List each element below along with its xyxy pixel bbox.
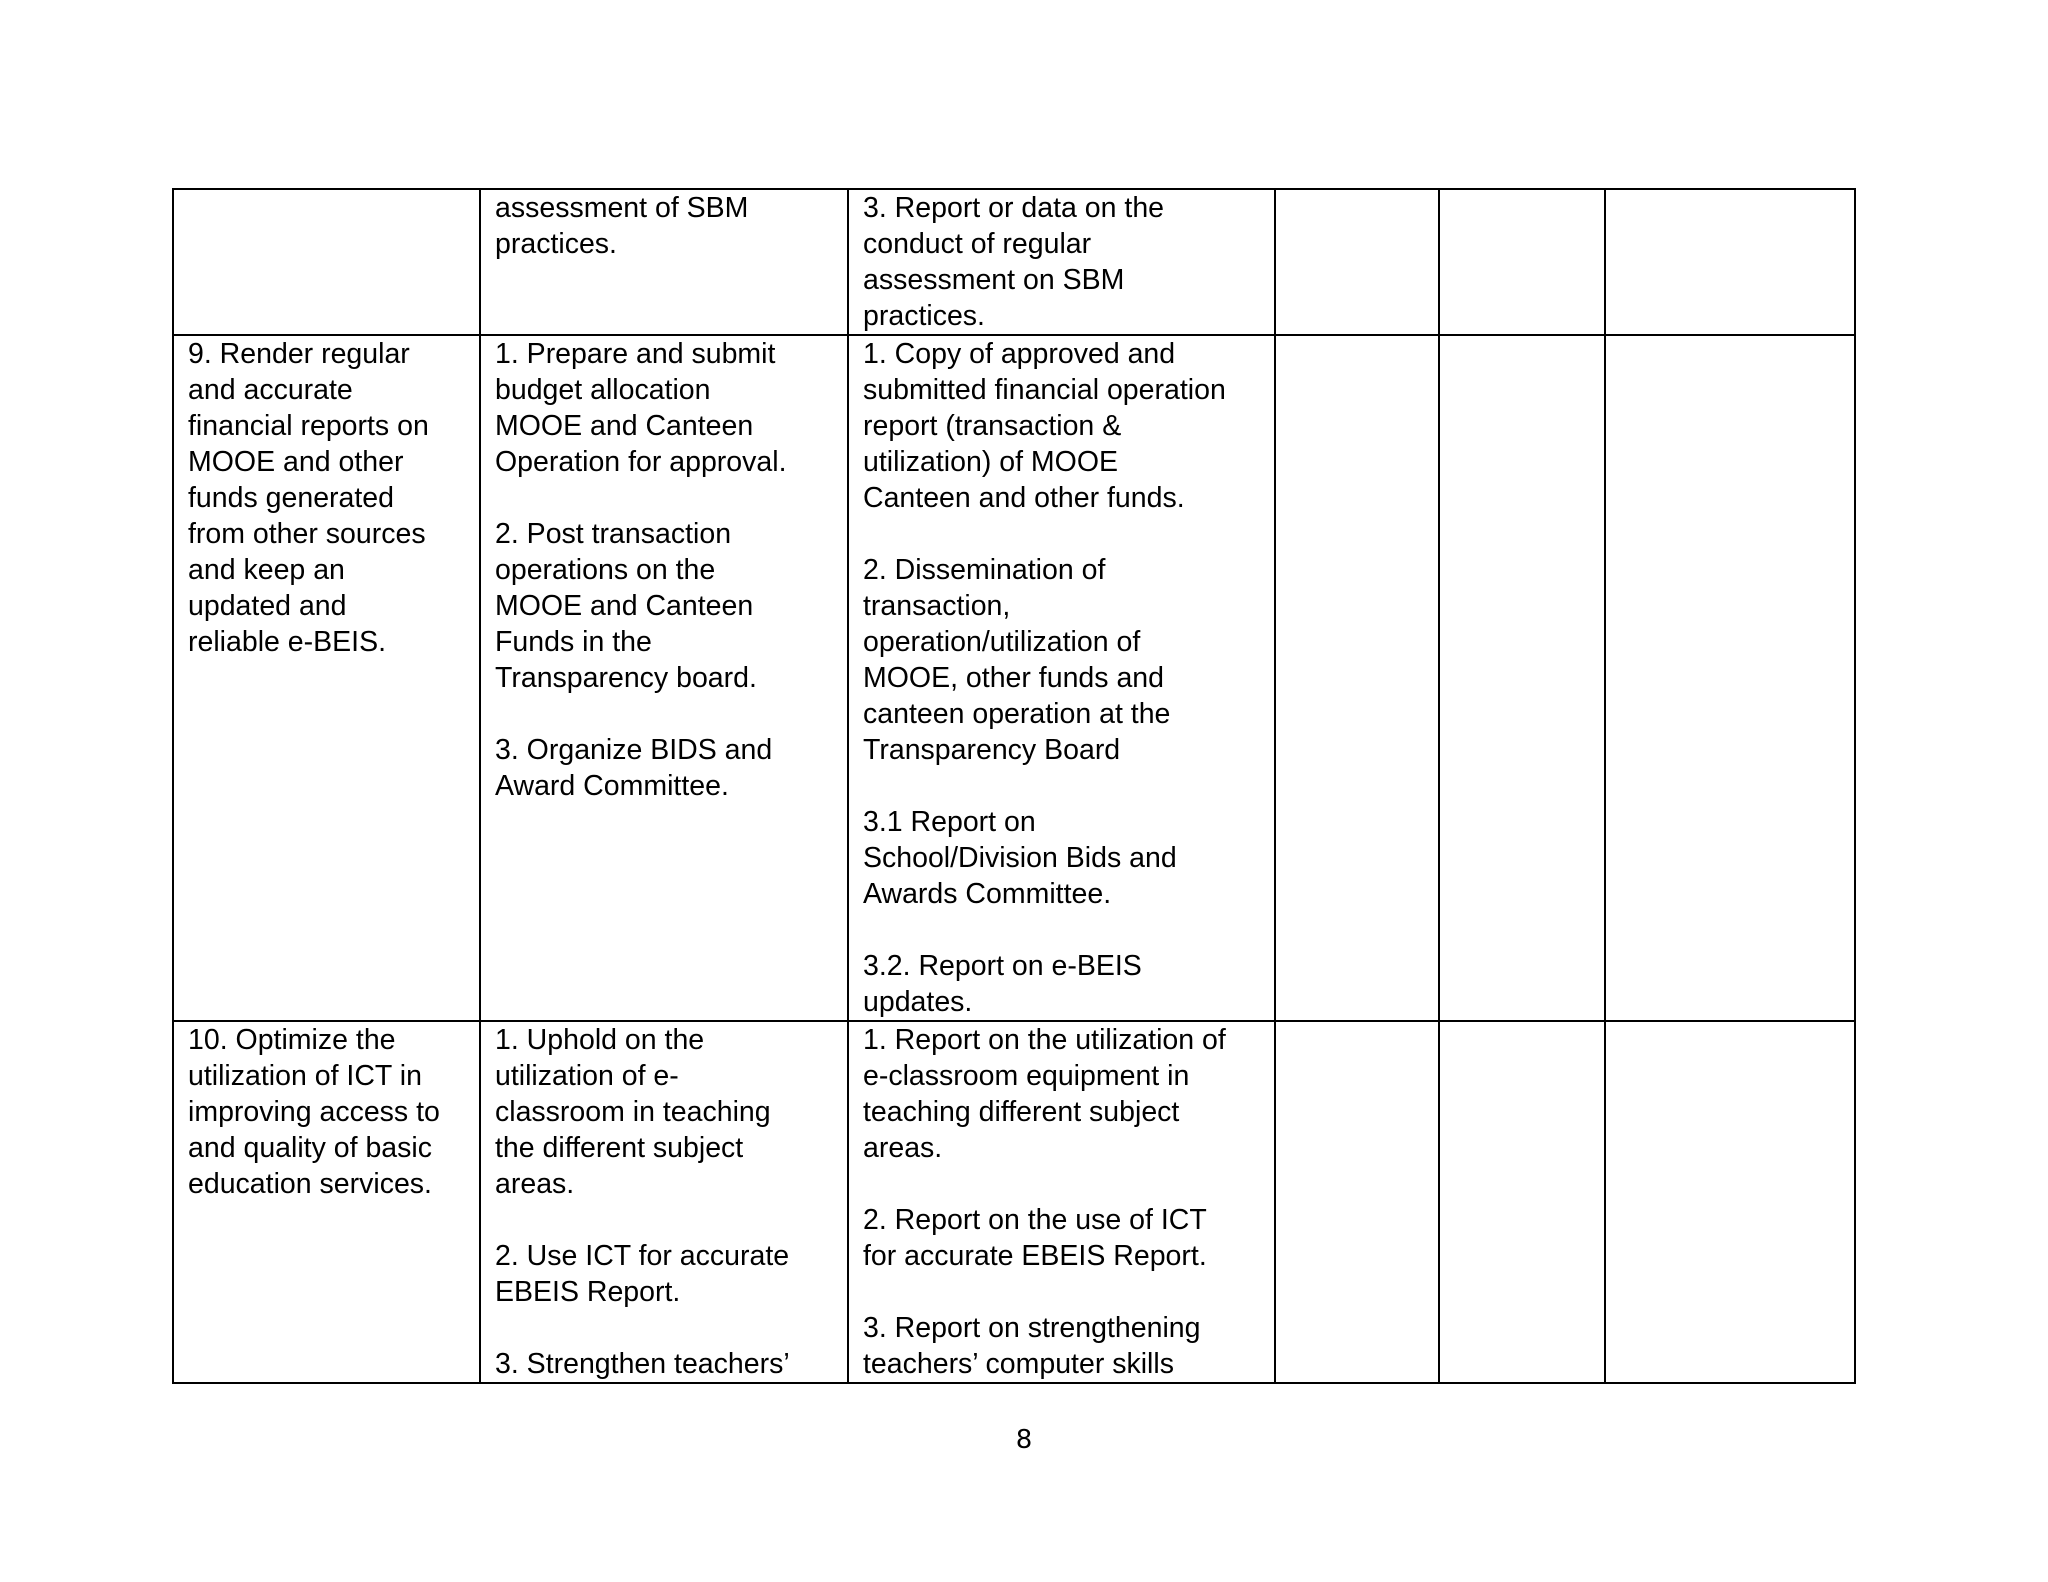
cell-paragraph	[863, 1022, 1266, 1166]
indicators-cell	[848, 335, 1275, 1021]
cell-paragraph	[495, 1346, 839, 1382]
cell-text-line: e-classroom equipment in	[863, 1060, 1190, 1092]
cell-text-line: updated and	[188, 590, 347, 622]
cell-text-line: classroom in teaching	[495, 1096, 771, 1128]
cell-text-line: Canteen and other funds.	[863, 482, 1185, 514]
cell-text-line: and quality of basic	[188, 1132, 432, 1164]
cell-text-line: 1. Copy of approved and	[863, 338, 1176, 370]
cell-text-line: 3. Report on strengthening	[863, 1312, 1201, 1344]
cell-paragraph	[188, 336, 471, 660]
cell-paragraph	[495, 516, 839, 696]
cell-text-line: for accurate EBEIS Report.	[863, 1240, 1207, 1272]
cell-text-line: 2. Use ICT for accurate	[495, 1240, 790, 1272]
cell-text-line: conduct of regular	[863, 228, 1092, 260]
empty-cell	[1605, 1021, 1855, 1383]
empty-cell	[1275, 189, 1439, 335]
cell-paragraph	[495, 1022, 839, 1202]
cell-text-line: and accurate	[188, 374, 353, 406]
cell-text-line: 2. Report on the use of ICT	[863, 1204, 1207, 1236]
cell-text-line: education services.	[188, 1168, 432, 1200]
cell-text-line: 1. Prepare and submit	[495, 338, 776, 370]
cell-paragraph	[188, 1022, 471, 1202]
cell-paragraph	[863, 804, 1266, 912]
cell-text-line: MOOE and Canteen	[495, 410, 754, 442]
empty-cell	[1439, 189, 1605, 335]
cell-text-line: 1. Report on the utilization of	[863, 1024, 1226, 1056]
cell-text-line: assessment of SBM	[495, 192, 749, 224]
cell-text-line: MOOE, other funds and	[863, 662, 1164, 694]
cell-paragraph	[863, 1202, 1266, 1274]
cell-text-line: submitted financial operation	[863, 374, 1226, 406]
cell-text-line: 3.2. Report on e-BEIS	[863, 950, 1142, 982]
cell-text-line: MOOE and Canteen	[495, 590, 754, 622]
cell-text-line: practices.	[863, 300, 985, 332]
cell-text-line: 3. Strengthen teachers’	[495, 1348, 790, 1380]
activities-cell	[480, 335, 848, 1021]
activities-cell	[480, 1021, 848, 1383]
page-number: 8	[1015, 1425, 1033, 1455]
cell-text-line: teachers’ computer skills	[863, 1348, 1174, 1380]
table-row	[173, 189, 1855, 335]
cell-text-line: funds generated	[188, 482, 394, 514]
cell-text-line: the different subject	[495, 1132, 744, 1164]
cell-text-line: 1. Uphold on the	[495, 1024, 705, 1056]
empty-cell	[1275, 1021, 1439, 1383]
table-row	[173, 1021, 1855, 1383]
cell-paragraph	[863, 336, 1266, 516]
cell-text-line: 3. Report or data on the	[863, 192, 1165, 224]
cell-text-line: 2. Post transaction	[495, 518, 732, 550]
cell-text-line: Operation for approval.	[495, 446, 787, 478]
indicators-cell	[848, 189, 1275, 335]
cell-text-line: EBEIS Report.	[495, 1276, 681, 1308]
cell-text-line: areas.	[863, 1132, 943, 1164]
cell-text-line: utilization of ICT in	[188, 1060, 422, 1092]
cell-text-line: financial reports on	[188, 410, 429, 442]
cell-text-line: 10. Optimize the	[188, 1024, 396, 1056]
cell-text-line: updates.	[863, 986, 973, 1018]
table-row	[173, 335, 1855, 1021]
cell-paragraph	[863, 552, 1266, 768]
cell-paragraph	[863, 948, 1266, 1020]
cell-text-line: canteen operation at the	[863, 698, 1171, 730]
empty-cell	[1275, 335, 1439, 1021]
cell-text-line: 3. Organize BIDS and	[495, 734, 773, 766]
cell-text-line: MOOE and other	[188, 446, 404, 478]
empty-cell	[1439, 335, 1605, 1021]
cell-text-line: 2. Dissemination of	[863, 554, 1106, 586]
cell-text-line: Transparency Board	[863, 734, 1121, 766]
empty-cell	[1439, 1021, 1605, 1383]
cell-text-line: operations on the	[495, 554, 716, 586]
cell-text-line: report (transaction &	[863, 410, 1122, 442]
cell-text-line: budget allocation	[495, 374, 711, 406]
indicators-cell	[848, 1021, 1275, 1383]
cell-paragraph	[863, 190, 1266, 334]
cell-text-line: Awards Committee.	[863, 878, 1112, 910]
objective-cell	[173, 1021, 480, 1383]
cell-text-line: operation/utilization of	[863, 626, 1141, 658]
cell-text-line: School/Division Bids and	[863, 842, 1177, 874]
cell-text-line: transaction,	[863, 590, 1011, 622]
cell-text-line: and keep an	[188, 554, 345, 586]
activities-cell	[480, 189, 848, 335]
objective-cell	[173, 189, 480, 335]
cell-text-line: improving access to	[188, 1096, 440, 1128]
cell-paragraph	[495, 336, 839, 480]
cell-text-line: reliable e-BEIS.	[188, 626, 387, 658]
cell-text-line: utilization) of MOOE	[863, 446, 1118, 478]
cell-text-line: 9. Render regular	[188, 338, 410, 370]
empty-cell	[1605, 189, 1855, 335]
cell-text-line: practices.	[495, 228, 617, 260]
objective-cell	[173, 335, 480, 1021]
plan-table	[172, 188, 1856, 1384]
cell-text-line: assessment on SBM	[863, 264, 1125, 296]
cell-paragraph	[863, 1310, 1266, 1382]
cell-text-line: 3.1 Report on	[863, 806, 1036, 838]
cell-text-line: utilization of e-	[495, 1060, 679, 1092]
cell-paragraph	[495, 1238, 839, 1310]
cell-text-line: from other sources	[188, 518, 426, 550]
cell-text-line: Transparency board.	[495, 662, 757, 694]
cell-text-line: Award Committee.	[495, 770, 729, 802]
cell-text-line: teaching different subject	[863, 1096, 1180, 1128]
cell-paragraph	[495, 732, 839, 804]
cell-paragraph	[495, 190, 839, 262]
empty-cell	[1605, 335, 1855, 1021]
cell-text-line: Funds in the	[495, 626, 652, 658]
cell-text-line: areas.	[495, 1168, 575, 1200]
